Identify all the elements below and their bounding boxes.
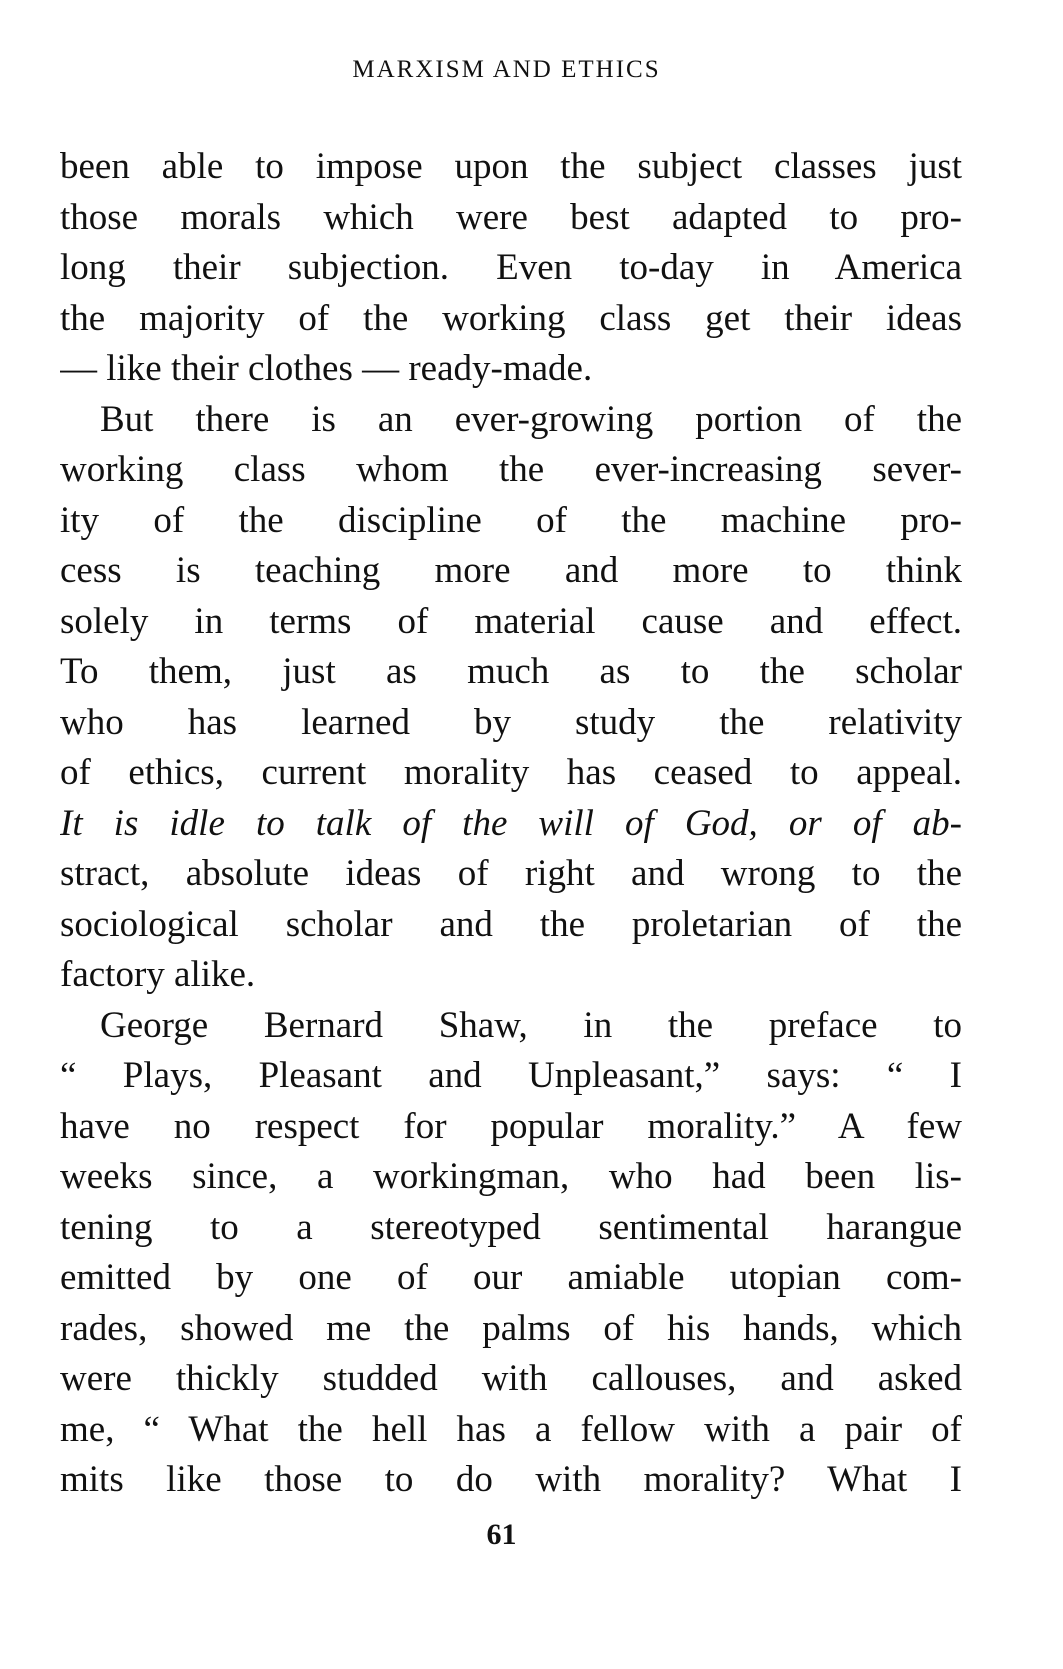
text-line: of ethics, current morality has ceased to appeal. — [60, 752, 962, 793]
text-line: tening to a stereotyped sentimental harangue — [60, 1206, 962, 1248]
text-line: rades, showed me the palms of his hands, which — [60, 1307, 962, 1349]
page-number: 61 — [486, 1518, 517, 1551]
text-line: been able to impose upon the subject classes just — [60, 146, 962, 187]
text-line: me, “ What the hell has a fellow with a pair of — [60, 1408, 962, 1450]
running-head: MARXISM AND ETHICS — [352, 56, 661, 83]
text-line: “ Plays, Pleasant and Unpleasant,” says: “ I — [60, 1055, 962, 1096]
text-line: mits like those to do with morality? What I — [60, 1459, 962, 1500]
text-line: weeks since, a workingman, who had been lis- — [60, 1156, 962, 1197]
text-line: were thickly studded with callouses, and asked — [60, 1358, 962, 1399]
text-line: sociological scholar and the proletarian of the — [60, 903, 962, 945]
text-line: But there is an ever-growing portion of the — [100, 398, 962, 440]
text-line: the majority of the working class get their ideas — [60, 297, 962, 339]
page-body-text — [60, 142, 962, 1506]
text-line: To them, just as much as to the scholar — [60, 651, 962, 692]
text-line: working class whom the ever-increasing sever- — [60, 449, 962, 490]
text-line: stract, absolute ideas of right and wrong to the — [60, 853, 962, 894]
text-line: solely in terms of material cause and effect. — [60, 600, 962, 642]
text-line: have no respect for popular morality.” A few — [60, 1105, 962, 1147]
text-line: factory alike. — [60, 954, 256, 995]
text-line: ity of the discipline of the machine pro- — [60, 499, 962, 541]
text-line: emitted by one of our amiable utopian com- — [60, 1257, 962, 1298]
text-line: those morals which were best adapted to pro- — [60, 196, 962, 238]
text-line: George Bernard Shaw, in the preface to — [100, 1004, 962, 1046]
text-line: — like their clothes — ready-made. — [60, 348, 593, 389]
text-line: It is idle to talk of the will of God, or of ab- — [60, 802, 962, 844]
text-line: long their subjection. Even to-day in America — [60, 247, 962, 288]
text-line: cess is teaching more and more to think — [60, 550, 962, 591]
text-line: who has learned by study the relativity — [60, 701, 962, 743]
